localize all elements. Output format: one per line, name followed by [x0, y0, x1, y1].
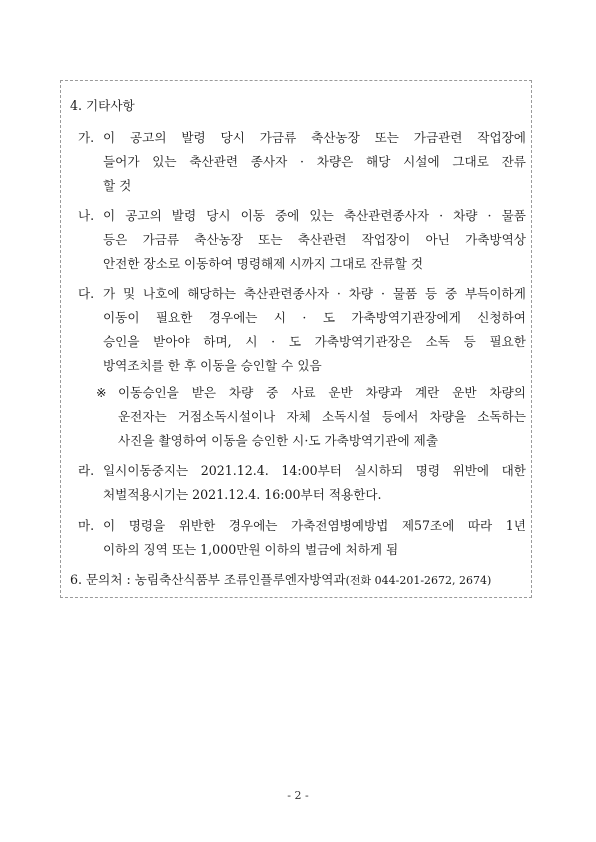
item-da-line-2: 이동이 필요한 경우에는 시 · 도 가축방역기관장에게 신청하여 [103, 310, 526, 325]
contact-phone: (전화 044-201-2672, 2674) [345, 574, 492, 587]
item-na-line-2: 등은 가금류 축산농장 또는 축산관련 작업장이 아닌 가축방역상 [103, 232, 526, 247]
item-ma-line-1: 이 명령을 위반한 경우에는 가축전염병예방법 제57조에 따라 1년 [103, 518, 526, 533]
page-number: - 2 - [287, 789, 309, 802]
item-ga-line-2: 들어가 있는 축산관련 종사자 · 차량은 해당 시설에 그대로 잔류 [103, 154, 526, 169]
item-ma-marker: 마. [78, 518, 95, 533]
item-ga-marker: 가. [78, 130, 95, 145]
item-ra-line-2: 처벌적용시기는 2021.12.4. 16:00부터 적용한다. [103, 487, 382, 502]
note-marker: ※ [96, 385, 107, 400]
item-ga-line-1: 이 공고의 발령 당시 가금류 축산농장 또는 가금관련 작업장에 [103, 130, 526, 145]
item-ra-marker: 라. [78, 463, 95, 478]
item-na-line-1: 이 공고의 발령 당시 이동 중에 있는 축산관련종사자 · 차량 · 물품 [103, 208, 526, 223]
section-6-contact [70, 572, 491, 589]
note-line-1: 이동승인을 받은 차량 중 사료 운반 차량과 계란 운반 차량의 [118, 385, 526, 400]
item-da-line-4: 방역조치를 한 후 이동을 승인할 수 있음 [103, 358, 322, 373]
note-line-2: 운전자는 거점소독시설이나 자체 소독시설 등에서 차량을 소독하는 [118, 409, 526, 424]
item-na-marker: 나. [78, 208, 95, 223]
item-da-line-1: 가 및 나호에 해당하는 축산관련종사자 · 차량 · 물품 등 중 부득이하게 [103, 286, 526, 301]
item-da-line-3: 승인을 받아야 하며, 시 · 도 가축방역기관장은 소독 등 필요한 [103, 334, 526, 349]
item-ga-line-3: 할 것 [103, 178, 132, 193]
contact-heading: 6. 문의처 : 농림축산식품부 조류인플루엔자방역과 [70, 572, 346, 587]
item-da-marker: 다. [78, 286, 95, 301]
item-ra-line-1: 일시이동중지는 2021.12.4. 14:00부터 실시하되 명령 위반에 대한 [103, 463, 526, 478]
item-ma-line-2: 이하의 징역 또는 1,000만원 이하의 벌금에 처하게 됨 [103, 542, 399, 557]
section-4-heading: 4. 기타사항 [70, 98, 135, 113]
note-line-3: 사진을 촬영하여 이동을 승인한 시·도 가축방역기관에 제출 [118, 433, 438, 448]
item-na-line-3: 안전한 장소로 이동하여 명령해제 시까지 그대로 잔류할 것 [103, 256, 423, 271]
